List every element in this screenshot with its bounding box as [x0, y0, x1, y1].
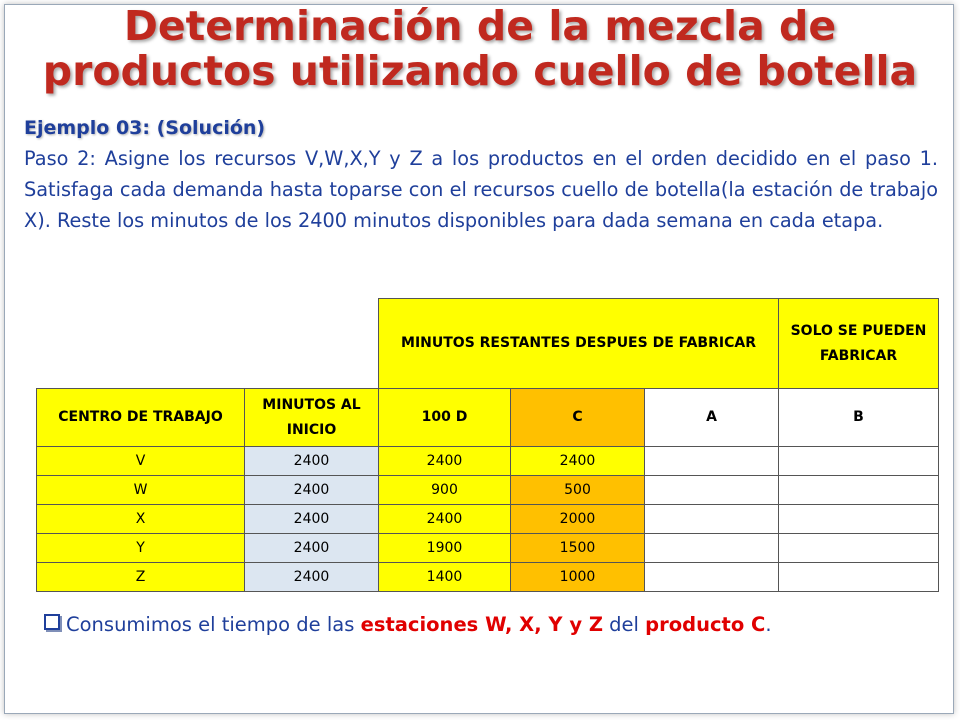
cell-centro: V — [37, 447, 245, 476]
cell-inicio: 2400 — [245, 447, 379, 476]
cell-a — [645, 476, 779, 505]
cell-a — [645, 505, 779, 534]
conclusion-stations: estaciones W, X, Y y Z — [360, 613, 603, 636]
col-header-a: A — [645, 389, 779, 447]
cell-a — [645, 447, 779, 476]
cell-centro: W — [37, 476, 245, 505]
cell-d: 900 — [379, 476, 511, 505]
col-header-100d: 100 D — [379, 389, 511, 447]
cell-inicio: 2400 — [245, 505, 379, 534]
cell-d: 2400 — [379, 447, 511, 476]
cell-c: 2000 — [511, 505, 645, 534]
conclusion-period: . — [765, 613, 772, 636]
group-header-remaining: MINUTOS RESTANTES DESPUES DE FABRICAR — [379, 299, 779, 389]
blank-cell — [37, 299, 245, 389]
cell-inicio: 2400 — [245, 476, 379, 505]
cell-b — [779, 447, 939, 476]
step-paragraph: Paso 2: Asigne los recursos V,W,X,Y y Z a los productos en el orden decidido en el paso 1. Satisfaga cada demanda hasta toparse con el recursos cuello de botella(la estación de trabajo X). Reste los minutos de los 2400 minutos disponibles para dada semana en cada etapa. — [24, 147, 938, 232]
cell-centro: X — [37, 505, 245, 534]
cell-centro: Y — [37, 534, 245, 563]
slide-title: Determinación de la mezcla de productos utilizando cuello de botella — [42, 2, 918, 95]
cell-b — [779, 534, 939, 563]
cell-c: 1000 — [511, 563, 645, 592]
col-header-c: C — [511, 389, 645, 447]
cell-c: 500 — [511, 476, 645, 505]
cell-centro: Z — [37, 563, 245, 592]
col-header-b: B — [779, 389, 939, 447]
example-subtitle: Ejemplo 03: (Solución) — [24, 117, 266, 139]
cell-d: 2400 — [379, 505, 511, 534]
checkbox-bullet-icon — [44, 614, 60, 630]
cell-c: 2400 — [511, 447, 645, 476]
col-header-centro: CENTRO DE TRABAJO — [37, 389, 245, 447]
cell-a — [645, 563, 779, 592]
cell-inicio: 2400 — [245, 563, 379, 592]
conclusion-line — [44, 613, 772, 636]
table-row — [37, 505, 939, 534]
cell-inicio: 2400 — [245, 534, 379, 563]
cell-b — [779, 563, 939, 592]
conclusion-text-1: Consumimos el tiempo de las — [66, 613, 361, 636]
cell-a — [645, 534, 779, 563]
blank-cell — [245, 299, 379, 389]
table-row — [37, 563, 939, 592]
table-row — [37, 447, 939, 476]
data-table — [36, 298, 939, 592]
conclusion-product: producto C — [645, 613, 766, 636]
cell-d: 1400 — [379, 563, 511, 592]
table-row — [37, 476, 939, 505]
cell-c: 1500 — [511, 534, 645, 563]
group-header-only: SOLO SE PUEDEN FABRICAR — [779, 299, 939, 389]
conclusion-text-2: del — [602, 613, 646, 636]
table-row — [37, 534, 939, 563]
cell-b — [779, 476, 939, 505]
cell-d: 1900 — [379, 534, 511, 563]
cell-b — [779, 505, 939, 534]
col-header-inicio: MINUTOS AL INICIO — [245, 389, 379, 447]
